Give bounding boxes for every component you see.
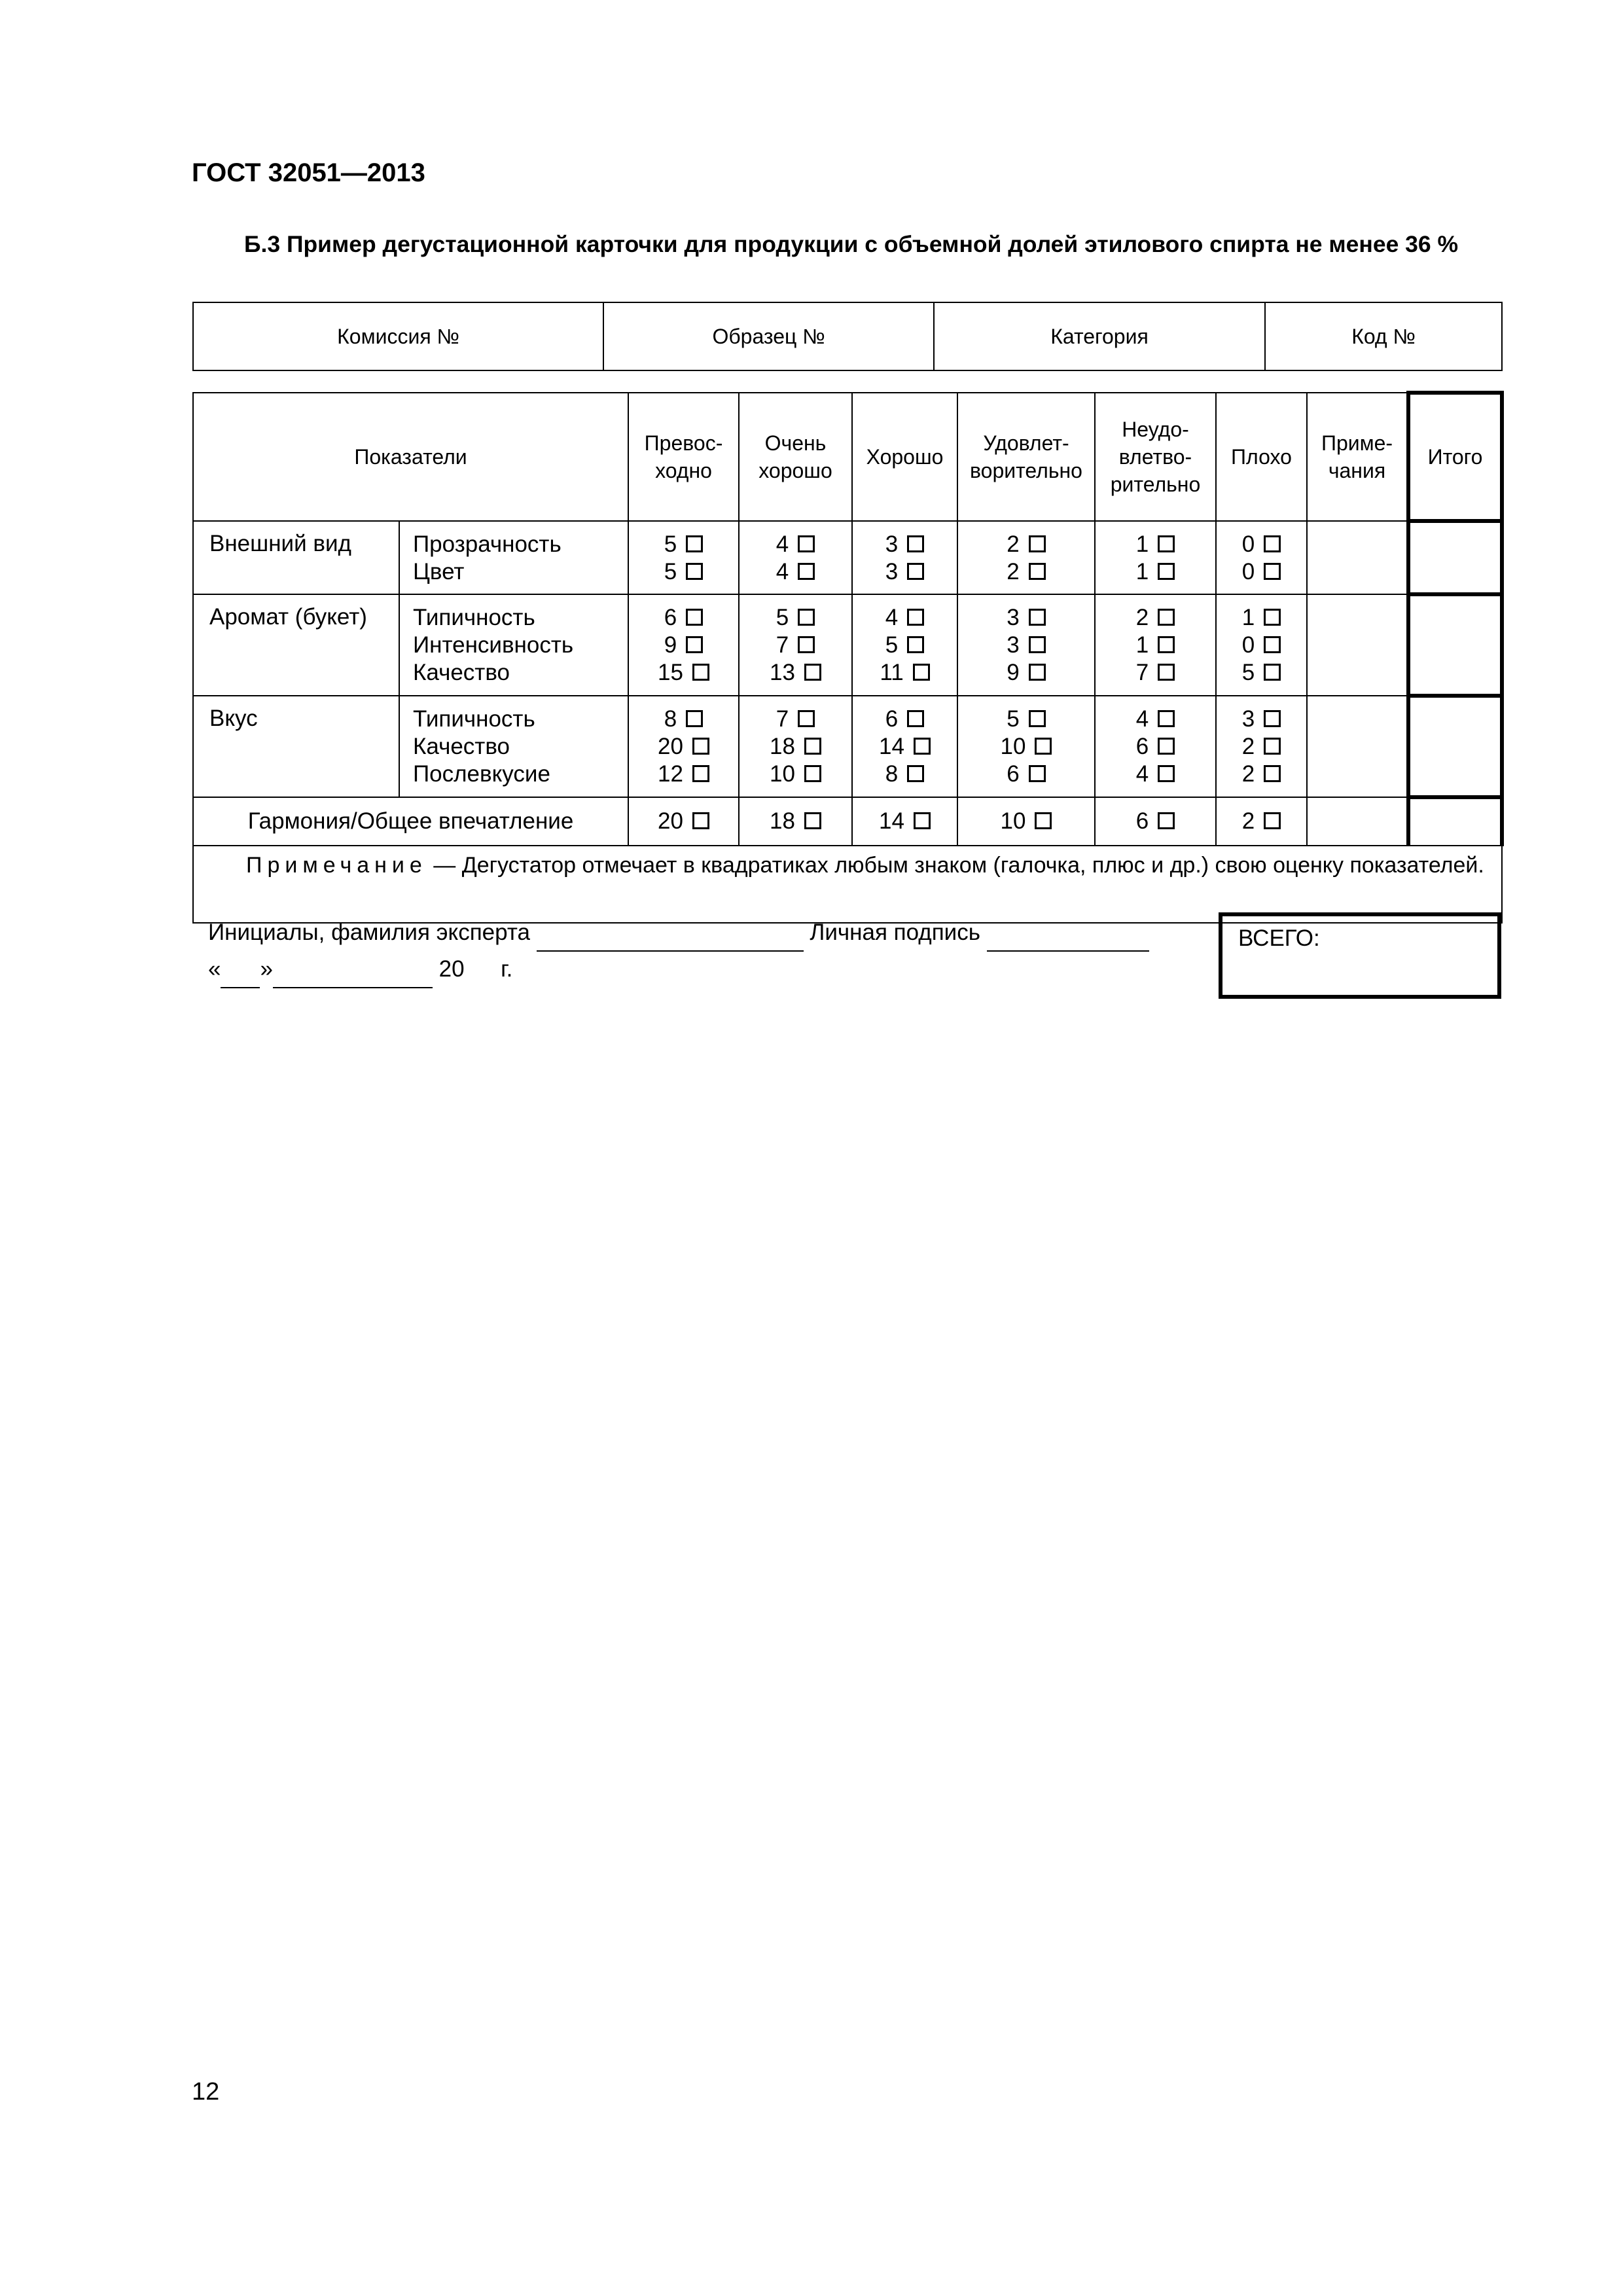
unsatisfactory-header: Неудо- влетво- рительно (1095, 393, 1216, 521)
score-cell: 3 3 (852, 521, 957, 594)
checkbox[interactable] (1158, 664, 1175, 681)
checkbox[interactable] (1264, 636, 1281, 653)
notes-cell[interactable] (1307, 521, 1408, 594)
score-cell: 2 1 7 (1095, 594, 1216, 696)
checkbox[interactable] (798, 535, 815, 552)
score-cell: 14 (852, 797, 957, 846)
total-cell[interactable] (1408, 521, 1502, 594)
score-cell: 5 10 6 (957, 696, 1095, 797)
total-label: ВСЕГО: (1238, 925, 1320, 951)
group-items: Прозрачность Цвет (399, 521, 628, 594)
sample-field[interactable]: Образец № (603, 302, 934, 370)
checkbox[interactable] (1158, 535, 1175, 552)
checkbox[interactable] (686, 609, 703, 626)
score-cell: 6 9 15 (628, 594, 739, 696)
date-close-quote: » (260, 956, 273, 982)
satisfactory-header: Удовлет- ворительно (957, 393, 1095, 521)
score-cell: 4 4 (739, 521, 852, 594)
checkbox[interactable] (913, 664, 930, 681)
signature-block (208, 915, 1149, 988)
checkbox[interactable] (1264, 738, 1281, 755)
total-cell[interactable] (1408, 797, 1502, 846)
table-row (193, 521, 1502, 594)
bad-header: Плохо (1216, 393, 1307, 521)
signature-label: Личная подпись (810, 920, 980, 945)
checkbox[interactable] (907, 535, 924, 552)
checkbox[interactable] (1264, 765, 1281, 782)
note-text: Примечание — Дегустатор отмечает в квадратиках любым знаком (галочка, плюс и др.) свою оценку показателей. (193, 846, 1502, 923)
score-cell: 8 20 12 (628, 696, 739, 797)
harmony-label: Гармония/Общее впечатление (193, 797, 628, 846)
notes-cell[interactable] (1307, 696, 1408, 797)
excellent-header: Превос- ходно (628, 393, 739, 521)
code-field[interactable]: Код № (1265, 302, 1502, 370)
checkbox[interactable] (907, 609, 924, 626)
checkbox[interactable] (1158, 609, 1175, 626)
checkbox[interactable] (1035, 738, 1052, 755)
checkbox[interactable] (1264, 609, 1281, 626)
score-cell: 18 (739, 797, 852, 846)
score-cell: 1 1 (1095, 521, 1216, 594)
checkbox[interactable] (1158, 710, 1175, 727)
section-heading: Б.3 Пример дегустационной карточки для продукции с объемной долей этилового спирта не менее 36 % (244, 231, 1459, 257)
date-month-field[interactable] (273, 952, 433, 988)
total-box[interactable] (1219, 912, 1501, 999)
date-day-field[interactable] (221, 952, 260, 988)
harmony-row (193, 797, 1502, 846)
total-cell[interactable] (1408, 696, 1502, 797)
checkbox[interactable] (1158, 765, 1175, 782)
checkbox[interactable] (1264, 664, 1281, 681)
year-suffix: г. (501, 956, 513, 982)
date-open-quote: « (208, 956, 221, 982)
checkbox[interactable] (1029, 563, 1046, 580)
checkbox[interactable] (798, 609, 815, 626)
checkbox[interactable] (1264, 563, 1281, 580)
notes-header: Приме- чания (1307, 393, 1408, 521)
checkbox[interactable] (1029, 535, 1046, 552)
checkbox[interactable] (1029, 609, 1046, 626)
page-number: 12 (192, 2078, 220, 2106)
score-cell: 6 14 8 (852, 696, 957, 797)
checkbox[interactable] (1029, 710, 1046, 727)
score-cell: 3 3 9 (957, 594, 1095, 696)
group-items: Типичность Качество Послевкусие (399, 696, 628, 797)
checkbox[interactable] (804, 738, 821, 755)
group-name: Аромат (букет) (193, 594, 399, 696)
checkbox[interactable] (1158, 563, 1175, 580)
checkbox[interactable] (1029, 765, 1046, 782)
score-cell: 5 7 13 (739, 594, 852, 696)
checkbox[interactable] (686, 636, 703, 653)
score-cell: 20 (628, 797, 739, 846)
score-cell: 0 0 (1216, 521, 1307, 594)
expert-name-field[interactable] (537, 915, 804, 952)
checkbox[interactable] (804, 765, 821, 782)
checkbox[interactable] (804, 664, 821, 681)
notes-cell[interactable] (1307, 797, 1408, 846)
commission-field[interactable]: Комиссия № (193, 302, 603, 370)
score-cell: 3 2 2 (1216, 696, 1307, 797)
checkbox[interactable] (686, 535, 703, 552)
checkbox[interactable] (1264, 535, 1281, 552)
year-prefix: 20 (438, 956, 465, 982)
checkbox[interactable] (914, 812, 931, 829)
document-id: ГОСТ 32051—2013 (192, 158, 425, 187)
checkbox[interactable] (907, 636, 924, 653)
total-header: Итого (1408, 393, 1502, 521)
checkbox[interactable] (686, 563, 703, 580)
checkbox[interactable] (907, 563, 924, 580)
checkbox[interactable] (1264, 812, 1281, 829)
scores-header-row (193, 393, 1502, 521)
checkbox[interactable] (1158, 738, 1175, 755)
score-cell: 1 0 5 (1216, 594, 1307, 696)
score-cell: 4 5 11 (852, 594, 957, 696)
checkbox[interactable] (1158, 636, 1175, 653)
score-cell: 5 5 (628, 521, 739, 594)
table-row (193, 594, 1502, 696)
checkbox[interactable] (1029, 636, 1046, 653)
score-cell: 10 (957, 797, 1095, 846)
checkbox[interactable] (798, 710, 815, 727)
notes-cell[interactable] (1307, 594, 1408, 696)
card-header-table (192, 302, 1503, 371)
checkbox[interactable] (692, 812, 709, 829)
checkbox[interactable] (907, 765, 924, 782)
checkbox[interactable] (798, 563, 815, 580)
group-name: Вкус (193, 696, 399, 797)
score-cell: 6 (1095, 797, 1216, 846)
checkbox[interactable] (804, 812, 821, 829)
group-items: Типичность Интенсивность Качество (399, 594, 628, 696)
category-field[interactable]: Категория (934, 302, 1265, 370)
checkbox[interactable] (1158, 812, 1175, 829)
checkbox[interactable] (1035, 812, 1052, 829)
score-cell: 4 6 4 (1095, 696, 1216, 797)
good-header: Хорошо (852, 393, 957, 521)
note-row (193, 846, 1502, 923)
checkbox[interactable] (914, 738, 931, 755)
checkbox[interactable] (798, 636, 815, 653)
scores-table (192, 391, 1504, 924)
checkbox[interactable] (692, 664, 709, 681)
indicators-header: Показатели (193, 393, 628, 521)
checkbox[interactable] (1029, 664, 1046, 681)
signature-field[interactable] (987, 915, 1149, 952)
checkbox[interactable] (907, 710, 924, 727)
score-cell: 7 18 10 (739, 696, 852, 797)
checkbox[interactable] (692, 765, 709, 782)
checkbox[interactable] (692, 738, 709, 755)
group-name: Внешний вид (193, 521, 399, 594)
checkbox[interactable] (1264, 710, 1281, 727)
table-row (193, 696, 1502, 797)
checkbox[interactable] (686, 710, 703, 727)
very-good-header: Очень хорошо (739, 393, 852, 521)
total-cell[interactable] (1408, 594, 1502, 696)
expert-name-label: Инициалы, фамилия эксперта (208, 920, 530, 945)
score-cell: 2 (1216, 797, 1307, 846)
score-cell: 2 2 (957, 521, 1095, 594)
